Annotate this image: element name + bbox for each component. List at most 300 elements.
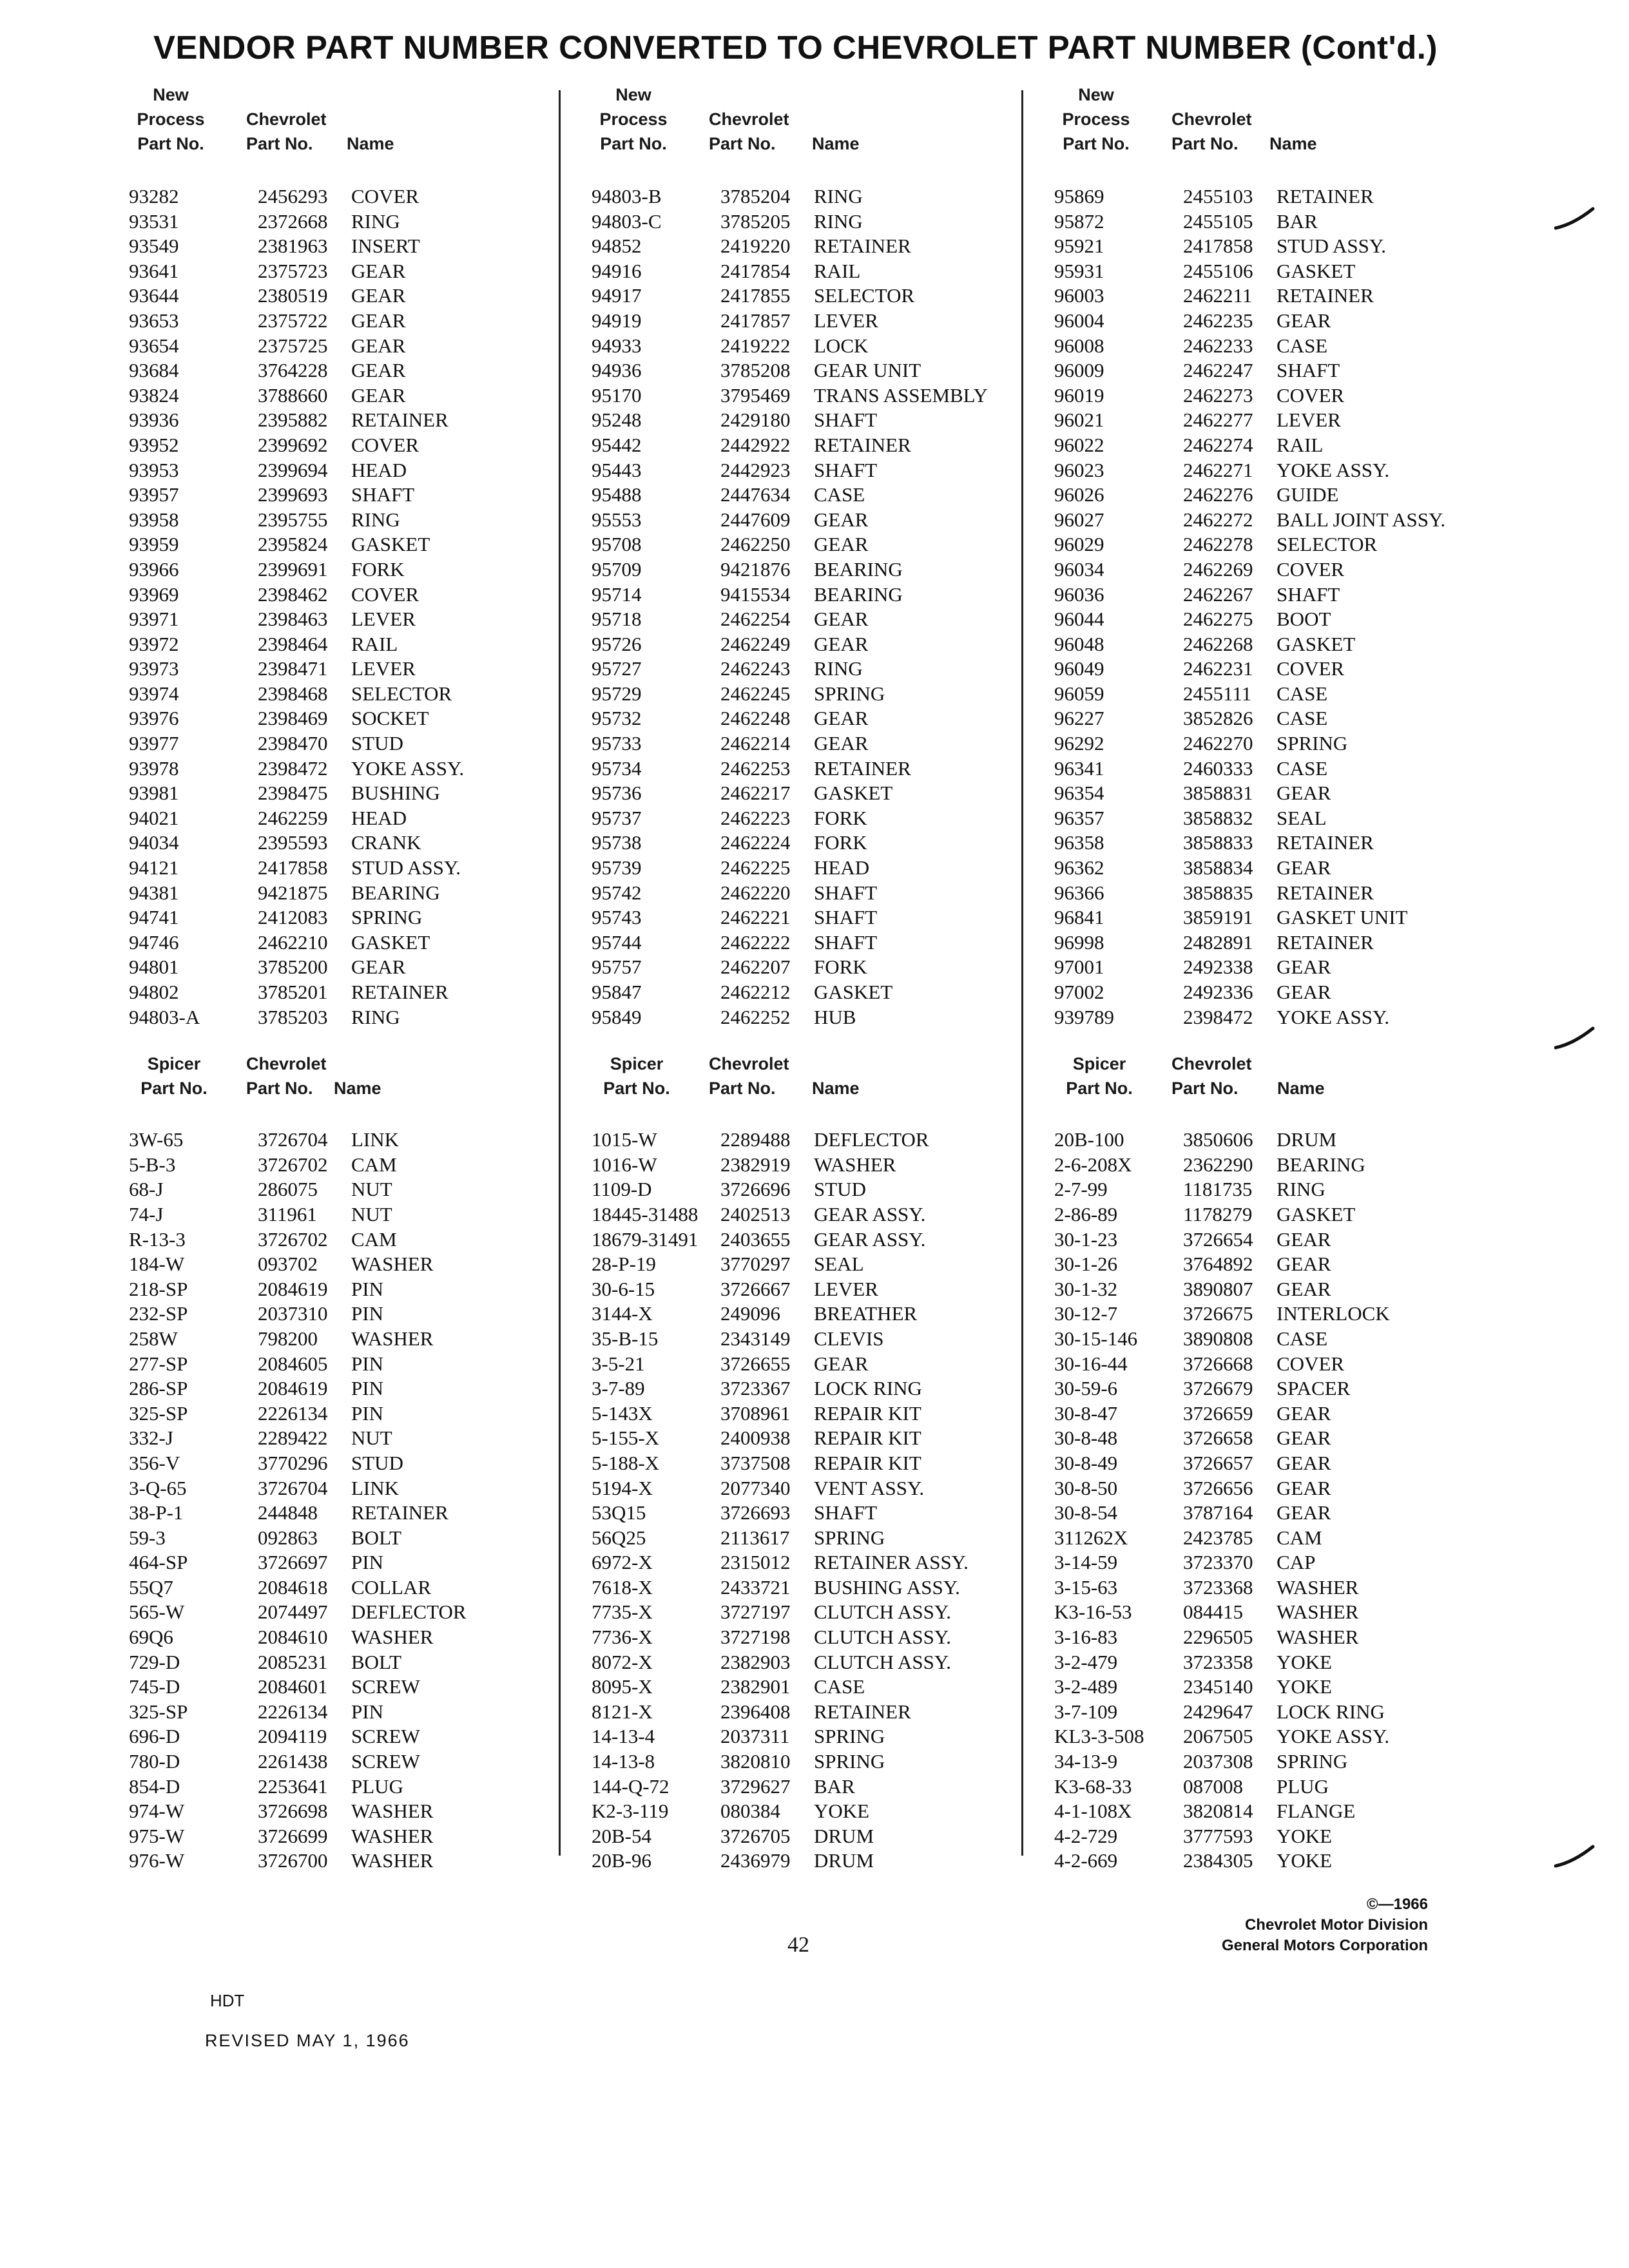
table-row [129,1799,574,1824]
header-part-no: Part No. [600,134,667,153]
part-name: SELECTOR [351,682,452,705]
table-row [592,980,1036,1005]
vendor-part-number: 95732 [592,707,642,730]
chevrolet-part-number: 3858833 [1183,831,1253,854]
part-name: RETAINER [351,981,448,1003]
header-part-no: Part No. [137,134,204,153]
chevrolet-part-number: 3723368 [1183,1575,1253,1599]
chevrolet-part-number: 2492336 [1183,981,1253,1003]
chevrolet-part-number: 2455111 [1183,682,1252,705]
header-chevrolet: Chevrolet [1171,110,1252,129]
vendor-part-number: 96026 [1054,483,1104,506]
vendor-part-number: 94803-C [592,209,662,233]
table-row [1054,632,1499,657]
vendor-part-number: 93973 [129,657,179,680]
table-row [1054,731,1499,756]
chevrolet-part-number: 3726656 [1183,1476,1253,1499]
vendor-part-number: 96003 [1054,284,1104,307]
table-row [1054,259,1499,284]
chevrolet-part-number: 2462254 [720,608,791,631]
vendor-part-number: 94917 [592,284,642,307]
vendor-part-number: 1015-W [592,1128,657,1151]
vendor-part-number: 96362 [1054,856,1104,879]
vendor-part-number: 93952 [129,433,179,456]
part-name: GEAR [1277,782,1331,805]
table-row [129,408,574,433]
vendor-part-number: 325-SP [129,1401,188,1425]
part-name: PLUG [1277,1774,1329,1798]
part-name: RETAINER [351,408,448,432]
table-row [1054,1128,1499,1153]
part-name: HEAD [814,856,870,879]
vendor-part-number: 30-15-146 [1054,1327,1138,1350]
page-number: 42 [787,1933,809,1957]
vendor-part-number: 96008 [1054,334,1104,357]
vendor-part-number: 96009 [1054,359,1104,382]
vendor-part-number: 854-D [129,1774,180,1798]
table-row [129,1675,574,1700]
part-name: GEAR [1277,1253,1331,1276]
part-name: BALL JOINT ASSY. [1277,508,1446,531]
vendor-part-number: 93644 [129,284,179,307]
revision-date: REVISED MAY 1, 1966 [205,2031,410,2050]
table-row [129,1824,574,1849]
vendor-part-number: 96029 [1054,533,1104,556]
table-row [592,1202,1036,1227]
vendor-part-number: 3144-X [592,1302,653,1325]
chevrolet-part-number: 2462277 [1183,408,1253,432]
vendor-part-number: 325-SP [129,1700,188,1723]
chevrolet-part-number: 2395882 [258,408,328,432]
part-name: GEAR [1277,1401,1331,1425]
chevrolet-part-number: 2261438 [258,1750,328,1773]
vendor-part-number: 95744 [592,930,642,954]
chevrolet-part-number: 2417855 [720,284,791,307]
parts-list [129,184,574,1030]
chevrolet-part-number: 2396408 [720,1700,791,1723]
chevrolet-part-number: 2462272 [1183,508,1253,531]
table-row [129,806,574,831]
table-row [129,1177,574,1202]
table-row [1054,1426,1499,1451]
table-row [1054,1799,1499,1824]
vendor-part-number: 93282 [129,185,179,207]
chevrolet-part-number: 249096 [720,1302,780,1325]
chevrolet-part-number: 2417858 [1183,235,1253,258]
chevrolet-part-number: 2417858 [258,856,328,879]
vendor-part-number: 7618-X [592,1575,653,1599]
vendor-part-number: 93936 [129,408,179,432]
chevrolet-part-number: 2462267 [1183,582,1253,606]
chevrolet-part-number: 3785208 [720,359,791,382]
part-name: SPRING [814,1725,885,1748]
part-name: CLUTCH ASSY. [814,1626,952,1649]
table-row [592,1650,1036,1675]
vendor-part-number: 8121-X [592,1700,653,1723]
chevrolet-part-number: 092863 [258,1526,318,1549]
chevrolet-part-number: 3726658 [1183,1427,1253,1450]
table-row [1054,334,1499,359]
header-chevrolet: Chevrolet [709,110,789,129]
table-row [1054,1202,1499,1227]
table-row [129,383,574,408]
vendor-part-number: 96292 [1054,732,1104,755]
vendor-part-number: 30-8-47 [1054,1401,1118,1425]
part-name: SHAFT [351,483,415,506]
table-row [592,209,1036,235]
vendor-part-number: 96034 [1054,557,1104,581]
table-row [592,930,1036,956]
part-name: SPRING [814,1526,885,1549]
table-row [129,458,574,483]
table-row [1054,706,1499,731]
chevrolet-part-number: 3764228 [258,359,328,382]
chevrolet-part-number: 2462235 [1183,309,1253,332]
part-name: PIN [351,1700,383,1723]
chevrolet-part-number: 2462222 [720,930,791,954]
vendor-part-number: 232-SP [129,1302,188,1325]
part-name: LOCK [814,334,869,357]
part-name: FORK [814,806,867,829]
parts-list [592,1128,1036,1874]
chevrolet-part-number: 2315012 [720,1551,791,1574]
part-name: STUD [351,1451,403,1474]
table-row [129,309,574,334]
chevrolet-part-number: 2462231 [1183,657,1253,680]
chevrolet-part-number: 3726700 [258,1849,328,1872]
chevrolet-part-number: 3726659 [1183,1401,1253,1425]
part-name: RETAINER ASSY. [814,1551,969,1574]
part-name: GEAR [1277,1427,1331,1450]
part-name: FORK [814,956,867,979]
chevrolet-part-number: 2399691 [258,557,328,581]
vendor-part-number: 95726 [592,632,642,655]
table-row [1054,980,1499,1005]
part-name: GEAR [814,732,869,755]
chevrolet-part-number: 2398464 [258,632,328,655]
table-row [1054,309,1499,334]
part-name: FLANGE [1277,1800,1356,1823]
chevrolet-part-number: 2398471 [258,657,328,680]
vendor-part-number: 780-D [129,1750,180,1773]
division-name: Chevrolet Motor Division [1244,1916,1428,1934]
chevrolet-part-number: 3795469 [720,383,791,407]
table-row [1054,1650,1499,1675]
part-name: COVER [351,185,419,207]
vendor-part-number: 464-SP [129,1551,188,1574]
vendor-part-number: 30-1-23 [1054,1227,1118,1251]
vendor-part-number: 95729 [592,682,642,705]
table-row [1054,284,1499,309]
document-code: HDT [210,1991,245,2010]
vendor-part-number: 93971 [129,608,179,631]
table-row [1054,358,1499,383]
header-chevrolet: Chevrolet [709,1054,789,1074]
chevrolet-part-number: 2395824 [258,533,328,556]
chevrolet-part-number: 3858835 [1183,881,1253,904]
part-name: RETAINER [1277,831,1374,854]
chevrolet-part-number: 2462225 [720,856,791,879]
table-row [1054,806,1499,831]
table-row [1054,1352,1499,1377]
part-name: LINK [351,1476,400,1499]
chevrolet-part-number: 084415 [1183,1600,1243,1624]
vendor-part-number: 95921 [1054,235,1104,258]
vendor-part-number: 94803-B [592,185,662,207]
table-row [592,358,1036,383]
part-name: DEFLECTOR [351,1600,467,1624]
vendor-part-number: 35-B-15 [592,1327,659,1350]
part-name: RETAINER [814,433,911,456]
table-row [129,1600,574,1625]
vendor-part-number: 3-16-83 [1054,1626,1118,1649]
table-row [129,1476,574,1501]
table-row [1054,1252,1499,1277]
chevrolet-part-number: 2462271 [1183,458,1253,481]
part-name: CLUTCH ASSY. [814,1600,952,1624]
part-name: PIN [351,1352,383,1375]
part-name: GEAR [1277,1476,1331,1499]
vendor-part-number: 4-2-729 [1054,1824,1118,1847]
copyright-year: ©—1966 [1366,1896,1428,1913]
part-name: GEAR [1277,1451,1331,1474]
vendor-part-number: 93653 [129,309,179,332]
vendor-part-number: 94121 [129,856,179,879]
part-name: SELECTOR [814,284,915,307]
vendor-part-number: 8095-X [592,1675,653,1698]
chevrolet-part-number: 2395593 [258,831,328,854]
part-name: DRUM [814,1824,874,1847]
vendor-part-number: 2-86-89 [1054,1202,1118,1225]
table-row [592,856,1036,881]
table-row [592,1675,1036,1700]
table-row [1054,1476,1499,1501]
chevrolet-part-number: 2084619 [258,1377,328,1400]
chevrolet-part-number: 2395755 [258,508,328,531]
table-row [1054,1005,1499,1030]
vendor-part-number: 96036 [1054,582,1104,606]
part-name: SHAFT [814,930,878,954]
part-name: LINK [351,1128,400,1151]
table-row [129,1277,574,1302]
vendor-part-number: 939789 [1054,1005,1114,1028]
chevrolet-part-number: 2085231 [258,1650,328,1673]
vendor-part-number: 20B-100 [1054,1128,1124,1151]
chevrolet-part-number: 2399693 [258,483,328,506]
part-name: YOKE [1277,1675,1333,1698]
part-name: RING [814,185,863,207]
table-row [592,408,1036,433]
part-name: SEAL [1277,806,1327,829]
vendor-part-number: 34-13-9 [1054,1750,1118,1773]
part-name: CASE [1277,334,1328,357]
vendor-part-number: 4-2-669 [1054,1849,1118,1872]
table-row [592,184,1036,209]
vendor-part-number: 144-Q-72 [592,1774,670,1798]
table-row [1054,458,1499,483]
table-row [592,1575,1036,1600]
chevrolet-part-number: 2462212 [720,981,791,1003]
vendor-part-number: 56Q25 [592,1526,646,1549]
part-name: WASHER [351,1824,434,1847]
vendor-part-number: 95488 [592,483,642,506]
part-name: STUD [351,732,403,755]
table-row [592,1550,1036,1575]
chevrolet-part-number: 2455103 [1183,185,1253,207]
vendor-part-number: 93976 [129,707,179,730]
chevrolet-part-number: 2462270 [1183,732,1253,755]
table-row [592,1600,1036,1625]
chevrolet-part-number: 3859191 [1183,906,1253,929]
chevrolet-part-number: 2398462 [258,582,328,606]
part-name: GEAR [351,284,406,307]
vendor-part-number: 93549 [129,235,179,258]
header-name: Name [347,134,394,153]
part-name: RETAINER [814,756,911,780]
chevrolet-part-number: 2384305 [1183,1849,1253,1872]
vendor-part-number: 356-V [129,1451,180,1474]
part-name: CASE [1277,707,1328,730]
table-row [129,930,574,956]
table-row [129,284,574,309]
chevrolet-part-number: 2417854 [720,259,791,282]
table-row [1054,1153,1499,1178]
part-name: BAR [814,1774,855,1798]
table-row [592,1799,1036,1824]
table-row [592,1724,1036,1749]
part-name: SHAFT [814,408,878,432]
chevrolet-part-number: 2462253 [720,756,791,780]
table-row [129,1376,574,1401]
chevrolet-part-number: 2375722 [258,309,328,332]
vendor-part-number: 30-1-32 [1054,1277,1118,1300]
table-row [592,756,1036,782]
table-row [592,905,1036,930]
chevrolet-part-number: 3770296 [258,1451,328,1474]
chevrolet-part-number: 2462223 [720,806,791,829]
chevrolet-part-number: 087008 [1183,1774,1243,1798]
part-name: INSERT [351,235,420,258]
chevrolet-part-number: 2345140 [1183,1675,1253,1698]
part-name: GEAR [814,1352,869,1375]
table-row [1054,1625,1499,1650]
vendor-part-number: 93974 [129,682,179,705]
table-row [129,1501,574,1526]
table-row [592,582,1036,608]
vendor-part-number: 3-2-479 [1054,1650,1118,1673]
table-row [129,1550,574,1575]
chevrolet-part-number: 3726698 [258,1800,328,1823]
vendor-part-number: R-13-3 [129,1227,186,1251]
part-name: SPRING [814,1750,885,1773]
vendor-part-number: 7735-X [592,1600,653,1624]
table-row [592,383,1036,408]
header-process: Process [137,110,205,129]
part-name: GEAR [1277,856,1331,879]
table-row [129,1575,574,1600]
table-row [1054,1600,1499,1625]
chevrolet-part-number: 3785205 [720,209,791,233]
vendor-part-number: 311262X [1054,1526,1128,1549]
chevrolet-part-number: 2433721 [720,1575,791,1599]
vendor-part-number: 729-D [129,1650,180,1673]
chevrolet-part-number: 2419220 [720,235,791,258]
vendor-part-number: 184-W [129,1253,185,1276]
header-part-no: Part No. [1066,1079,1133,1099]
part-name: LEVER [351,657,416,680]
part-name: SCREW [351,1750,420,1773]
chevrolet-part-number: 2084618 [258,1575,328,1599]
corporation-name: General Motors Corporation [1221,1937,1428,1954]
vendor-part-number: 258W [129,1327,178,1350]
part-name: PIN [351,1277,383,1300]
chevrolet-part-number: 3726654 [1183,1227,1253,1251]
table-row [1054,1724,1499,1749]
chevrolet-part-number: 3787164 [1183,1501,1253,1524]
vendor-part-number: 95443 [592,458,642,481]
table-row [1054,905,1499,930]
part-name: GEAR [351,383,406,407]
table-row [592,831,1036,856]
vendor-part-number: 95170 [592,383,642,407]
chevrolet-part-number: 3727198 [720,1626,791,1649]
table-row [592,1700,1036,1725]
table-row [592,881,1036,906]
chevrolet-part-number: 3726667 [720,1277,791,1300]
part-name: GASKET [1277,632,1356,655]
chevrolet-part-number: 2037310 [258,1302,328,1325]
chevrolet-part-number: 2462274 [1183,433,1253,456]
table-row [129,483,574,508]
vendor-part-number: 5-155-X [592,1427,660,1450]
chevrolet-part-number: 3723367 [720,1377,791,1400]
vendor-part-number: KL3-3-508 [1054,1725,1144,1748]
table-row [592,1476,1036,1501]
part-name: RING [351,209,400,233]
table-row [1054,557,1499,582]
part-name: GEAR [814,632,869,655]
vendor-part-number: 93953 [129,458,179,481]
chevrolet-part-number: 2462252 [720,1005,791,1028]
chevrolet-part-number: 2226134 [258,1401,328,1425]
vendor-part-number: 974-W [129,1800,185,1823]
table-row [129,557,574,582]
vendor-part-number: 96357 [1054,806,1104,829]
chevrolet-part-number: 9421876 [720,557,791,581]
vendor-part-number: 96227 [1054,707,1104,730]
vendor-part-number: 96049 [1054,657,1104,680]
chevrolet-part-number: 2462268 [1183,632,1253,655]
part-name: SPRING [814,682,885,705]
part-name: CASE [814,1675,865,1698]
vendor-part-number: 30-8-50 [1054,1476,1118,1499]
part-name: BEARING [351,881,440,904]
table-row [592,1526,1036,1551]
vendor-part-number: 97001 [1054,956,1104,979]
part-name: RING [1277,1178,1325,1201]
table-row [129,1352,574,1377]
vendor-part-number: 95442 [592,433,642,456]
vendor-part-number: 94034 [129,831,179,854]
chevrolet-part-number: 2462273 [1183,383,1253,407]
new-process-header [592,82,1036,165]
header-chevrolet-part-no: Part No. [709,1079,776,1099]
chevrolet-part-number: 2403655 [720,1227,791,1251]
chevrolet-part-number: 2417857 [720,309,791,332]
vendor-part-number: 96019 [1054,383,1104,407]
chevrolet-part-number: 2462214 [720,732,791,755]
chevrolet-part-number: 3726705 [720,1824,791,1847]
